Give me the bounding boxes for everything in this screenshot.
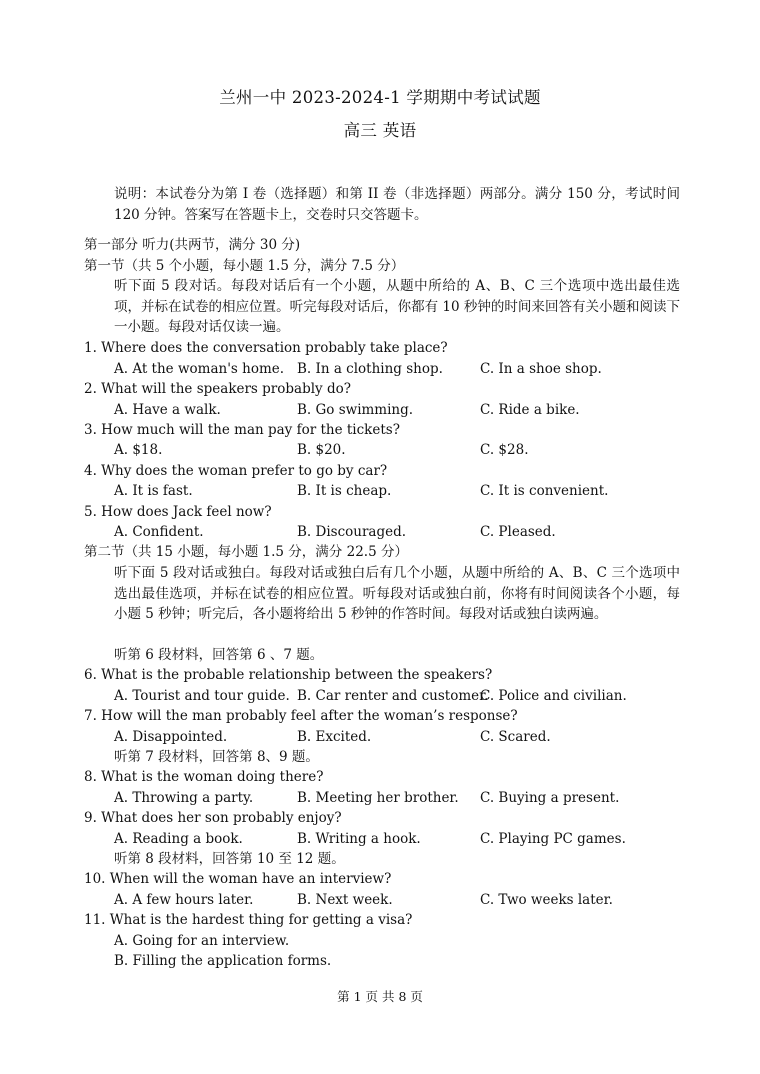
q6-option-b: B. Car renter and customer. — [297, 688, 489, 704]
question-11: 11. What is the hardest thing for getting a visa? — [84, 912, 413, 928]
q6-option-c: C. Police and civilian. — [480, 688, 627, 704]
q4-option-a: A. It is fast. — [114, 483, 193, 499]
q1-option-a: A. At the woman's home. — [114, 361, 285, 377]
q10-option-c: C. Two weeks later. — [480, 892, 613, 908]
q2-option-b: B. Go swimming. — [297, 402, 414, 418]
q11-option-b: B. Filling the application forms. — [114, 953, 332, 969]
exam-subtitle: 高三 英语 — [343, 121, 417, 140]
q1-option-c: C. In a shoe shop. — [480, 361, 602, 377]
q8-option-c: C. Buying a present. — [480, 790, 620, 806]
page-footer: 第 1 页 共 8 页 — [337, 989, 423, 1004]
q7-option-a: A. Disappointed. — [114, 729, 228, 745]
question-4: 4. Why does the woman prefer to go by car? — [84, 463, 388, 479]
q9-option-a: A. Reading a book. — [114, 831, 243, 847]
q1-option-b: B. In a clothing shop. — [297, 361, 443, 377]
q11-option-a: A. Going for an interview. — [114, 933, 290, 949]
q4-option-c: C. It is convenient. — [480, 483, 609, 499]
section2-directions — [84, 563, 680, 625]
q7-option-b: B. Excited. — [297, 729, 372, 745]
question-3: 3. How much will the man pay for the tickets? — [84, 422, 400, 438]
section2-directions-text: 听下面 5 段对话或独白。每段对话或独白后有几个小题，从题中所给的 A、B、C 三个选项中选出最佳选项，并标在试卷的相应位置。听每段对话或独白前，你将有时间阅读各个小题，每小题 5 秒钟；听完后，各小题将给出 5 秒钟的作答时间。每段对话或独白读两遍。 — [114, 565, 680, 622]
q10-option-b: B. Next week. — [297, 892, 393, 908]
question-7: 7. How will the man probably feel after the woman’s response? — [84, 708, 518, 724]
q10-option-a: A. A few hours later. — [114, 892, 254, 908]
q5-option-b: B. Discouraged. — [297, 524, 407, 540]
q8-option-b: B. Meeting her brother. — [297, 790, 459, 806]
instructions-text: 说明：本试卷分为第 I 卷（选择题）和第 II 卷（非选择题）两部分。满分 150 分，考试时间 120 分钟。答案写在答题卡上，交卷时只交答题卡。 — [114, 186, 680, 223]
q9-option-c: C. Playing PC games. — [480, 831, 626, 847]
question-8: 8. What is the woman doing there? — [84, 769, 324, 785]
q6-option-a: A. Tourist and tour guide. — [114, 688, 290, 704]
section1-directions-text: 听下面 5 段对话。每段对话后有一个小题，从题中所给的 A、B、C 三个选项中选出最佳选项，并标在试卷的相应位置。听完每段对话后，你都有 10 秒钟的时间来回答有关小题和阅读下一小题。每段对话仅读一遍。 — [114, 278, 680, 335]
material-7-note: 听第 7 段材料，回答第 8、9 题。 — [114, 749, 319, 765]
question-1: 1. Where does the conversation probably take place? — [84, 340, 448, 356]
q9-option-b: B. Writing a hook. — [297, 831, 421, 847]
material-6-note: 听第 6 段材料，回答第 6 、7 题。 — [114, 647, 324, 663]
instructions — [84, 184, 680, 225]
exam-title: 兰州一中 2023-2024-1 学期期中考试试题 — [219, 88, 541, 107]
q8-option-a: A. Throwing a party. — [114, 790, 254, 806]
q5-option-a: A. Confident. — [114, 524, 204, 540]
question-5: 5. How does Jack feel now? — [84, 504, 272, 520]
q7-option-c: C. Scared. — [480, 729, 551, 745]
q2-option-c: C. Ride a bike. — [480, 402, 580, 418]
section1-heading: 第一节（共 5 个小题，每小题 1.5 分，满分 7.5 分） — [84, 258, 405, 274]
question-10: 10. When will the woman have an interview? — [84, 871, 392, 887]
section2-heading: 第二节（共 15 小题，每小题 1.5 分，满分 22.5 分） — [84, 544, 408, 560]
question-6: 6. What is the probable relationship between the speakers? — [84, 667, 493, 683]
q2-option-a: A. Have a walk. — [114, 402, 221, 418]
q3-option-a: A. $18. — [114, 442, 163, 458]
q3-option-c: C. $28. — [480, 442, 529, 458]
material-8-note: 听第 8 段材料，回答第 10 至 12 题。 — [114, 851, 345, 867]
question-9: 9. What does her son probably enjoy? — [84, 810, 342, 826]
part1-heading: 第一部分 听力(共两节，满分 30 分) — [84, 237, 301, 253]
q3-option-b: B. $20. — [297, 442, 346, 458]
section1-directions — [84, 276, 680, 338]
q4-option-b: B. It is cheap. — [297, 483, 392, 499]
question-2: 2. What will the speakers probably do? — [84, 381, 351, 397]
q5-option-c: C. Pleased. — [480, 524, 556, 540]
